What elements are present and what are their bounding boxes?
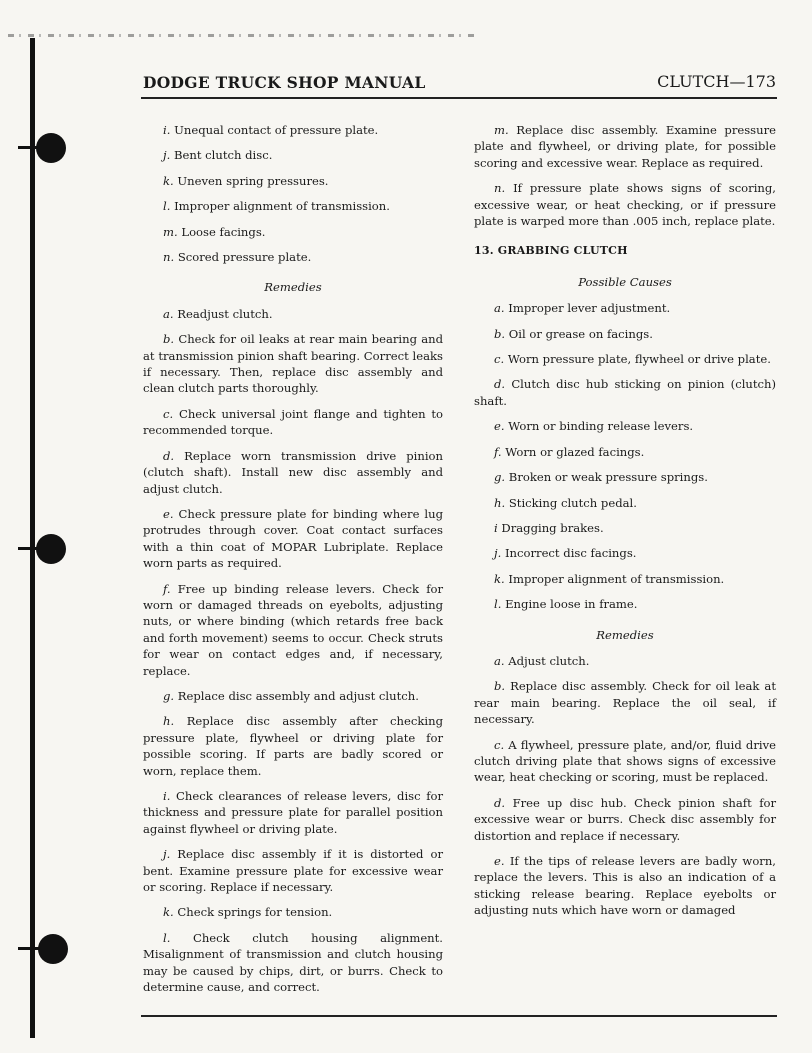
item-letter: f. [494, 444, 502, 459]
item-letter: m. [494, 123, 509, 137]
punch-hole [38, 934, 68, 964]
list-item [474, 444, 776, 460]
list-item [474, 545, 776, 561]
list-item [143, 581, 443, 679]
remedies-heading: Remedies [596, 627, 654, 642]
item-letter: c. [163, 406, 174, 421]
item-text: Improper lever adjustment. [508, 301, 671, 316]
item-text: Worn or binding release levers. [508, 419, 694, 434]
list-item [474, 495, 776, 511]
item-letter: k. [494, 571, 505, 586]
item-text: Check pressure plate for binding where lug protrudes through cover. Coat contact surfaces with a thin coat of MOPAR Lubriplate. Replace worn parts as required. [143, 506, 444, 571]
header-rule [141, 97, 777, 99]
item-letter: b. [494, 679, 506, 694]
list-item [143, 904, 443, 920]
item-letter: d. [494, 377, 506, 392]
item-text: Check springs for tension. [177, 905, 333, 920]
item-text: Check for oil leaks at rear main bearing and at transmission pinion shaft bearing. Correct leaks if necessary. Then, replace disc assembly and clean clutch parts thoroughly. [143, 332, 444, 396]
list-item [143, 688, 443, 704]
item-text: Replace disc assembly. Check for oil leak at rear main bearing. Replace the oil seal, if necessary. [474, 679, 776, 727]
item-text: Replace worn transmission drive pinion (clutch shaft). Install new disc assembly and adjust clutch. [143, 448, 444, 496]
running-header-title: DODGE TRUCK SHOP MANUAL [143, 73, 426, 92]
item-letter: c. [494, 352, 505, 367]
item-text: Free up binding release levers. Check for worn or damaged threads on eyebolts, adjusting nuts, or where binding (which retards free back and forth movement) seems to occur. Check struts for wear on contact edges and, if necessary, replace. [143, 581, 444, 678]
item-text: Incorrect disc facings. [504, 546, 637, 561]
item-letter: f. [163, 581, 171, 596]
item-letter: n. [494, 181, 506, 196]
item-text: Sticking clutch pedal. [508, 495, 637, 510]
list-item [474, 795, 776, 844]
item-text: Dragging brakes. [501, 520, 604, 535]
item-letter: b. [494, 326, 506, 341]
item-text: Readjust clutch. [177, 306, 273, 321]
list-item [143, 331, 443, 397]
item-text: Adjust clutch. [508, 653, 590, 668]
item-letter: d. [494, 795, 506, 810]
item-letter: h. [163, 714, 175, 729]
item-text: Oil or grease on facings. [508, 326, 653, 341]
list-item [143, 448, 443, 497]
item-text: Engine loose in frame. [505, 597, 638, 612]
list-item [143, 147, 443, 163]
item-text: Check clearances of release levers, disc for thickness and pressure plate for parallel position against flywheel or driving plate. [143, 789, 444, 836]
item-letter: j. [163, 148, 171, 163]
item-text: Replace disc assembly. Examine pressure plate and flywheel, or driving plate, for possible scoring and excessive wear. Replace as required. [474, 123, 776, 170]
section-heading: 13. GRABBING CLUTCH [474, 244, 628, 258]
list-item [474, 596, 776, 612]
item-letter: n. [163, 250, 175, 265]
item-letter: k. [163, 905, 174, 920]
list-item [474, 418, 776, 434]
item-text: Replace disc assembly after checking pressure plate, flywheel or driving plate for possible scoring. If parts are badly scored or worn, replace them. [143, 714, 443, 778]
list-item [143, 173, 443, 189]
list-item [143, 930, 443, 996]
item-text: Unequal contact of pressure plate. [174, 123, 379, 137]
right-column [474, 122, 776, 928]
list-item [474, 678, 776, 727]
list-item [143, 713, 443, 779]
item-text: Replace disc assembly if it is distorted or bent. Examine pressure plate for excessive wear or scoring. Replace if necessary. [143, 847, 444, 895]
item-letter: m. [163, 224, 178, 239]
list-item [474, 853, 776, 919]
list-item [143, 506, 443, 572]
list-item [143, 198, 443, 214]
list-item [474, 469, 776, 485]
item-letter: j. [163, 847, 171, 862]
item-letter: i. [163, 789, 171, 803]
item-text: Improper alignment of transmission. [174, 199, 390, 214]
list-item [474, 571, 776, 587]
binder-mark [18, 947, 40, 950]
item-letter: e. [494, 854, 505, 868]
list-item [474, 737, 776, 786]
list-item [474, 180, 776, 229]
item-letter: b. [163, 332, 175, 347]
item-letter: l. [494, 597, 502, 612]
list-item [474, 520, 776, 536]
list-item [474, 351, 776, 367]
item-text: Replace disc assembly and adjust clutch. [177, 688, 419, 703]
list-item [474, 300, 776, 316]
item-letter: a. [163, 306, 174, 321]
binding-edge [30, 38, 35, 1038]
item-text: Bent clutch disc. [173, 148, 273, 163]
remedies-heading: Remedies [264, 280, 322, 295]
running-header-page: CLUTCH—173 [657, 72, 776, 91]
possible-causes-heading: Possible Causes [578, 274, 672, 289]
item-text: A flywheel, pressure plate, and/or, fluid drive clutch driving plate that shows signs of excessive wear, heat checking or scoring, must be replaced. [474, 737, 776, 785]
item-letter: c. [494, 737, 505, 752]
item-letter: e. [163, 506, 174, 521]
list-item [474, 326, 776, 342]
list-item [143, 306, 443, 322]
item-letter: h. [494, 495, 506, 510]
item-text: Improper alignment of transmission. [508, 571, 725, 586]
item-letter: i [494, 520, 498, 535]
list-item [474, 122, 776, 171]
item-text: If the tips of release levers are badly worn, replace the levers. This is also an indication of a sticking release bearing. Replace eyebolts or adjusting nuts which have worn or damaged [474, 854, 776, 918]
item-text: Clutch disc hub sticking on pinion (clutch) shaft. [474, 377, 777, 408]
item-text: Free up disc hub. Check pinion shaft for excessive wear or burrs. Check disc assembly for distortion and replace if necessary. [474, 795, 777, 843]
item-text: Check universal joint flange and tighten to recommended torque. [143, 406, 443, 438]
item-letter: d. [163, 448, 175, 463]
list-item [143, 249, 443, 265]
item-letter: l. [163, 199, 171, 214]
item-text: Worn pressure plate, flywheel or drive plate. [507, 352, 771, 367]
item-text: Loose facings. [181, 224, 266, 239]
item-letter: e. [494, 419, 505, 434]
footer-rule [141, 1015, 777, 1017]
item-letter: a. [494, 653, 505, 668]
list-item [143, 122, 443, 138]
item-letter: l. [163, 930, 171, 945]
item-text: Worn or glazed facings. [505, 444, 645, 459]
item-text: Check clutch housing alignment. Misalignment of transmission and clutch housing may be caused by chips, dirt, or burrs. Check to determine cause, and correct. [143, 930, 443, 995]
list-item [474, 653, 776, 669]
list-item [143, 788, 443, 837]
list-item [474, 376, 776, 409]
item-letter: j. [494, 546, 502, 561]
item-text: Uneven spring pressures. [177, 173, 329, 188]
list-item [143, 406, 443, 439]
item-letter: i. [163, 123, 171, 137]
scan-artifact [8, 34, 478, 37]
item-text: Broken or weak pressure springs. [508, 470, 708, 485]
list-item [143, 224, 443, 240]
item-letter: k. [163, 173, 174, 188]
punch-hole [36, 534, 66, 564]
item-letter: a. [494, 301, 505, 316]
item-letter: g. [494, 470, 506, 485]
left-column [143, 122, 443, 1004]
item-text: Scored pressure plate. [177, 250, 312, 265]
punch-hole [36, 133, 66, 163]
list-item [143, 846, 443, 895]
item-letter: g. [163, 688, 175, 703]
item-text: If pressure plate shows signs of scoring, excessive wear, or heat checking, or if pressure plate is warped more than .005 inch, replace plate. [474, 181, 776, 229]
